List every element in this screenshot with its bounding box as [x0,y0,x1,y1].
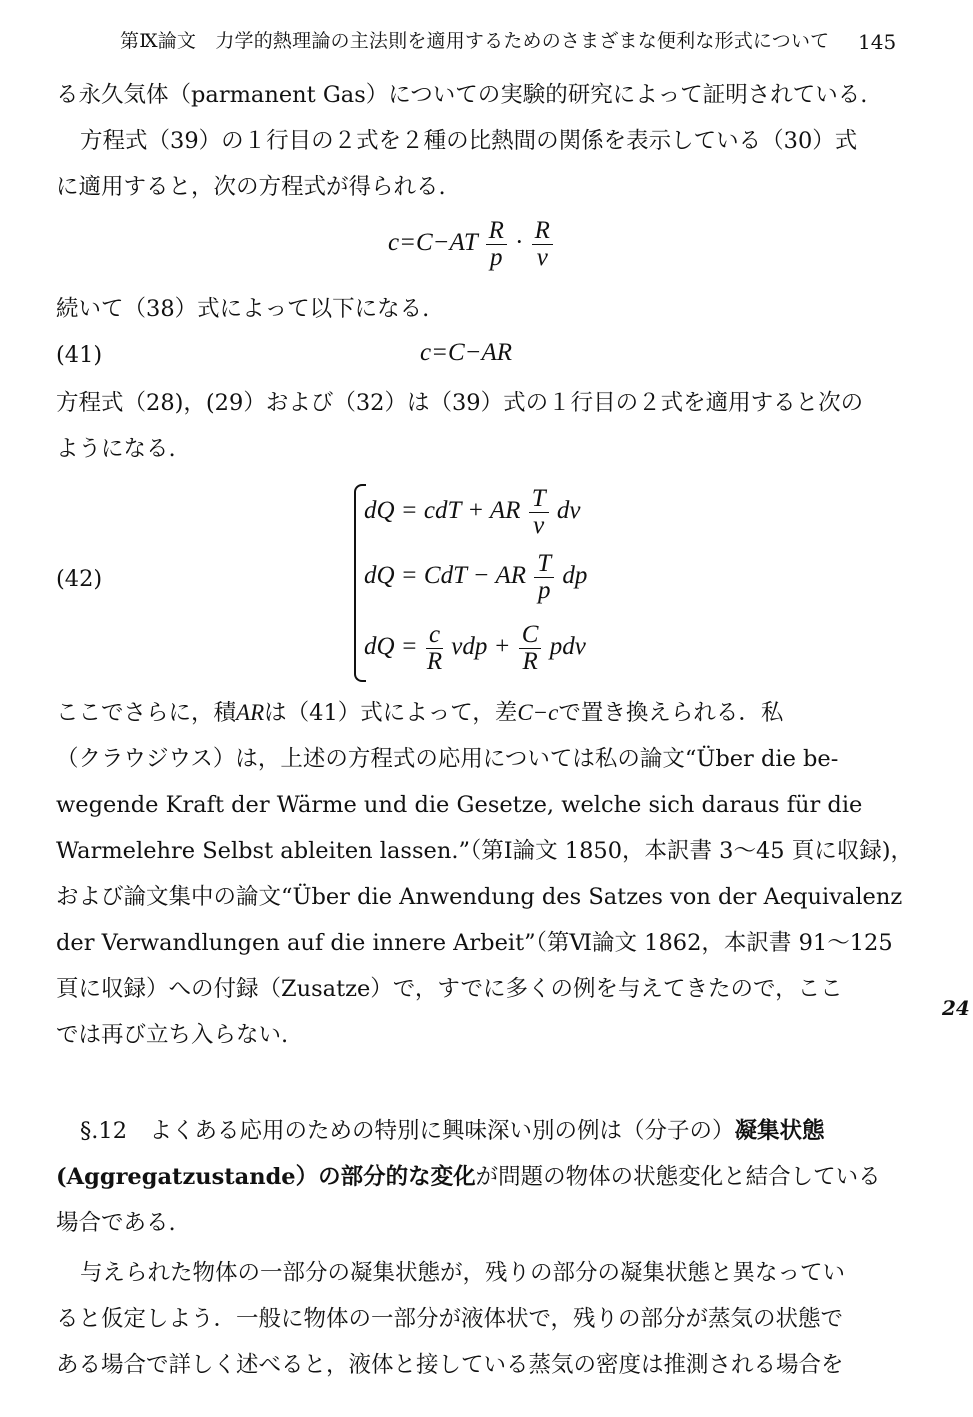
fraction [519,622,542,675]
text-line: （クラウジウス）は，上述の方程式の応用については私の論文“Über die be- [56,746,839,772]
eq-term: vdp + [451,633,511,661]
section-heading-line [80,1116,940,1146]
numerator: C [519,622,542,649]
equation-label-41: (41) [56,342,103,368]
denominator: p [489,244,503,271]
fraction [532,218,553,271]
text-span: で置き換えられる．私 [558,700,784,726]
text-line: 場合である. [56,1210,176,1236]
text-line: および論文集中の論文“Über die Anwendung des Satzes von der Aequivalenz [56,884,903,910]
eq-term: dQ = cdT + AR [364,497,521,525]
equation-c [388,218,555,271]
denominator: p [537,577,551,604]
text-line: に適用すると，次の方程式が得られる. [56,174,446,200]
eq-term: dQ = CdT − AR [364,562,527,590]
bold-term: (Aggregatzustande） [56,1164,319,1190]
text-line: Warmelehre Selbst ableiten lassen.”（第Ⅰ論文 1850，本訳書 3～45 頁に収録)， [56,838,914,864]
equation-label-42: (42) [56,566,103,592]
numerator: R [532,218,553,245]
math-inline: C−c [517,700,559,725]
eq-term: dv [556,497,581,525]
text-line: ると仮定しよう．一般に物体の一部分が液体状で，残りの部分が蒸気の状態で [56,1306,844,1332]
text-line: 方程式（39）の１行目の２式を２種の比熱間の関係を表示している（30）式 [80,128,858,154]
text-line: 与えられた物体の一部分の凝集状態が，残りの部分の凝集状態と異なってい [80,1260,846,1286]
numerator: T [534,551,554,578]
denominator: v [536,244,548,271]
text-line: では再び立ち入らない. [56,1022,289,1048]
denominator: R [426,648,443,675]
text-line: 頁に収録）への付録（Zusatze）で，すでに多くの例を与えてきたので，ここ [56,976,843,1002]
math-inline: AR [236,700,265,725]
equation-42-row3 [364,622,586,675]
text-line: ある場合で詳しく述べると，液体と接している蒸気の密度は推測される場合を [56,1352,844,1378]
eq-lhs: c=C−AT [388,229,478,257]
numerator: T [529,486,549,513]
text-line [56,698,916,728]
dot: · [515,229,524,257]
fraction [426,622,443,675]
equation-42-row1 [364,486,580,539]
text-span: ここでさらに，積 [56,700,237,726]
equation-42-row2 [364,551,587,604]
eq-term: pdv [549,633,586,661]
eq-term: dp [562,562,588,590]
margin-number: 24 [942,996,970,1020]
text-line: der Verwandlungen auf die innere Arbeit”（第Ⅵ論文 1862，本訳書 91～125 [56,930,893,956]
text-span: が問題の物体の状態変化と結合している [475,1164,881,1190]
text-span: §.12 よくある応用のための特別に興味深い別の例は（分子の） [80,1118,735,1144]
running-header: 第Ⅸ論文 力学的熱理論の主法則を適用するためのさまざまな便利な形式について [120,30,830,52]
text-line [56,1162,916,1192]
fraction [529,486,549,539]
denominator: v [533,512,545,539]
denominator: R [522,648,538,675]
fraction [534,551,554,604]
numerator: R [486,218,507,245]
text-span: は（41）式によって，差 [264,700,518,726]
eq-term: dQ = [364,633,418,661]
fraction [486,218,507,271]
text-line: ようになる. [56,436,176,462]
text-line: 続いて（38）式によって以下になる. [56,296,430,322]
bold-term: 凝集状態 [734,1118,825,1144]
text-line: る永久気体（parmanent Gas）についての実験的研究によって証明されている. [56,82,868,108]
bold-term: の部分的な変化 [318,1164,476,1190]
text-line: wegende Kraft der Wärme und die Gesetze, welche sich daraus für die [56,792,863,818]
text-line: 方程式（28)，(29）および（32）は（39）式の１行目の２式を適用すると次の [56,390,864,416]
page-number: 145 [858,30,897,54]
equation-41: c=C−AR [420,339,513,366]
numerator: c [426,622,443,649]
